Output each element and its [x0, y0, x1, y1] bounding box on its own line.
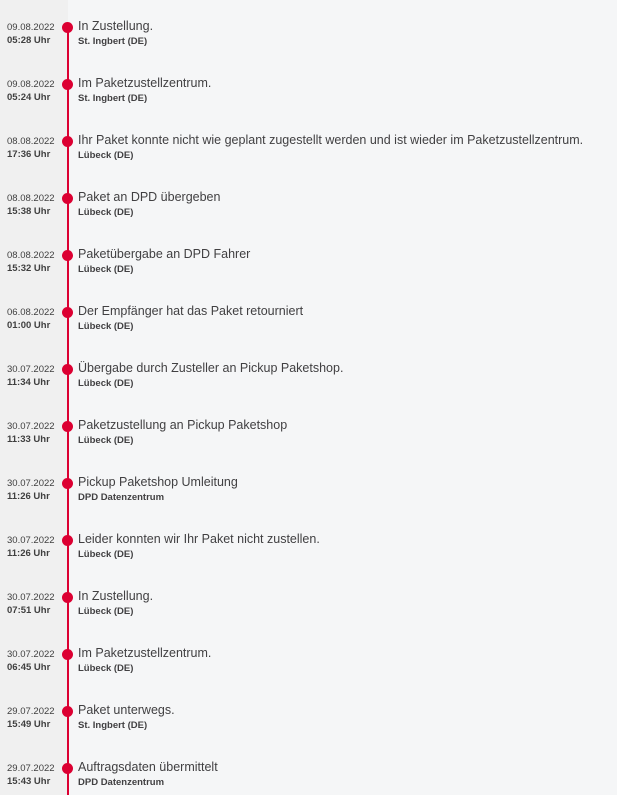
event-status: Paketübergabe an DPD Fahrer — [78, 247, 251, 261]
timeline-dot-icon — [62, 535, 73, 546]
timeline-dot-icon — [62, 136, 73, 147]
timeline-dot-icon — [62, 763, 73, 774]
event-date: 09.08.2022 — [7, 79, 55, 90]
timeline-entry — [0, 77, 617, 134]
event-status: In Zustellung. — [78, 589, 154, 603]
event-location: Lübeck (DE) — [78, 150, 134, 161]
event-location: St. Ingbert (DE) — [78, 36, 148, 47]
event-location: Lübeck (DE) — [78, 663, 134, 674]
timeline-dot-icon — [62, 649, 73, 660]
event-status: In Zustellung. — [78, 19, 154, 33]
event-status: Übergabe durch Zusteller an Pickup Paketshop. — [78, 361, 344, 375]
timeline-entry — [0, 248, 617, 305]
timeline-dot-icon — [62, 421, 73, 432]
event-location: Lübeck (DE) — [78, 264, 134, 275]
timeline-dot-icon — [62, 364, 73, 375]
timeline-dot-icon — [62, 307, 73, 318]
event-time: 11:26 Uhr — [7, 548, 50, 559]
event-time: 11:33 Uhr — [7, 434, 50, 445]
timeline-entry — [0, 476, 617, 533]
event-time: 17:36 Uhr — [7, 149, 51, 160]
timeline-entry — [0, 704, 617, 761]
timeline-entry — [0, 20, 617, 77]
event-date: 08.08.2022 — [7, 193, 55, 204]
timeline-dot-icon — [62, 592, 73, 603]
event-time: 15:38 Uhr — [7, 206, 51, 217]
timeline-entry — [0, 761, 617, 795]
event-status: Im Paketzustellzentrum. — [78, 646, 212, 660]
event-date: 30.07.2022 — [7, 649, 55, 660]
timeline-entry — [0, 191, 617, 248]
timeline-entry — [0, 533, 617, 590]
event-date: 30.07.2022 — [7, 364, 55, 375]
event-status: Auftragsdaten übermittelt — [78, 760, 218, 774]
timeline-entry — [0, 362, 617, 419]
event-location: Lübeck (DE) — [78, 321, 134, 332]
event-status: Paketzustellung an Pickup Paketshop — [78, 418, 288, 432]
timeline-dot-icon — [62, 250, 73, 261]
event-time: 05:28 Uhr — [7, 35, 51, 46]
event-time: 11:26 Uhr — [7, 491, 50, 502]
event-time: 06:45 Uhr — [7, 662, 51, 673]
event-location: Lübeck (DE) — [78, 606, 134, 617]
event-time: 15:43 Uhr — [7, 776, 51, 787]
event-date: 29.07.2022 — [7, 706, 55, 717]
event-status: Im Paketzustellzentrum. — [78, 76, 212, 90]
timeline-dot-icon — [62, 22, 73, 33]
event-time: 15:32 Uhr — [7, 263, 51, 274]
timeline-entry — [0, 590, 617, 647]
event-time: 07:51 Uhr — [7, 605, 51, 616]
timeline-entry — [0, 419, 617, 476]
event-location: DPD Datenzentrum — [78, 777, 165, 788]
event-status: Paket unterwegs. — [78, 703, 175, 717]
event-status: Leider konnten wir Ihr Paket nicht zustellen. — [78, 532, 320, 546]
event-time: 05:24 Uhr — [7, 92, 51, 103]
event-time: 11:34 Uhr — [7, 377, 50, 388]
event-location: Lübeck (DE) — [78, 378, 134, 389]
event-status: Pickup Paketshop Umleitung — [78, 475, 238, 489]
event-location: DPD Datenzentrum — [78, 492, 165, 503]
timeline-entry — [0, 305, 617, 362]
event-date: 08.08.2022 — [7, 136, 55, 147]
event-date: 30.07.2022 — [7, 421, 55, 432]
timeline-entry — [0, 134, 617, 191]
event-location: St. Ingbert (DE) — [78, 720, 148, 731]
event-time: 01:00 Uhr — [7, 320, 51, 331]
event-date: 06.08.2022 — [7, 307, 55, 318]
event-time: 15:49 Uhr — [7, 719, 51, 730]
event-location: St. Ingbert (DE) — [78, 93, 148, 104]
timeline-dot-icon — [62, 193, 73, 204]
event-status: Ihr Paket konnte nicht wie geplant zugestellt werden und ist wieder im Paketzustellzentrum. — [78, 133, 584, 147]
timeline-entry — [0, 647, 617, 704]
timeline-dot-icon — [62, 79, 73, 90]
event-date: 30.07.2022 — [7, 535, 55, 546]
event-date: 29.07.2022 — [7, 763, 55, 774]
event-date: 09.08.2022 — [7, 22, 55, 33]
event-location: Lübeck (DE) — [78, 549, 134, 560]
event-location: Lübeck (DE) — [78, 435, 134, 446]
event-status: Der Empfänger hat das Paket retourniert — [78, 304, 304, 318]
event-status: Paket an DPD übergeben — [78, 190, 221, 204]
timeline-dot-icon — [62, 478, 73, 489]
event-date: 08.08.2022 — [7, 250, 55, 261]
event-location: Lübeck (DE) — [78, 207, 134, 218]
event-date: 30.07.2022 — [7, 478, 55, 489]
timeline-dot-icon — [62, 706, 73, 717]
event-date: 30.07.2022 — [7, 592, 55, 603]
